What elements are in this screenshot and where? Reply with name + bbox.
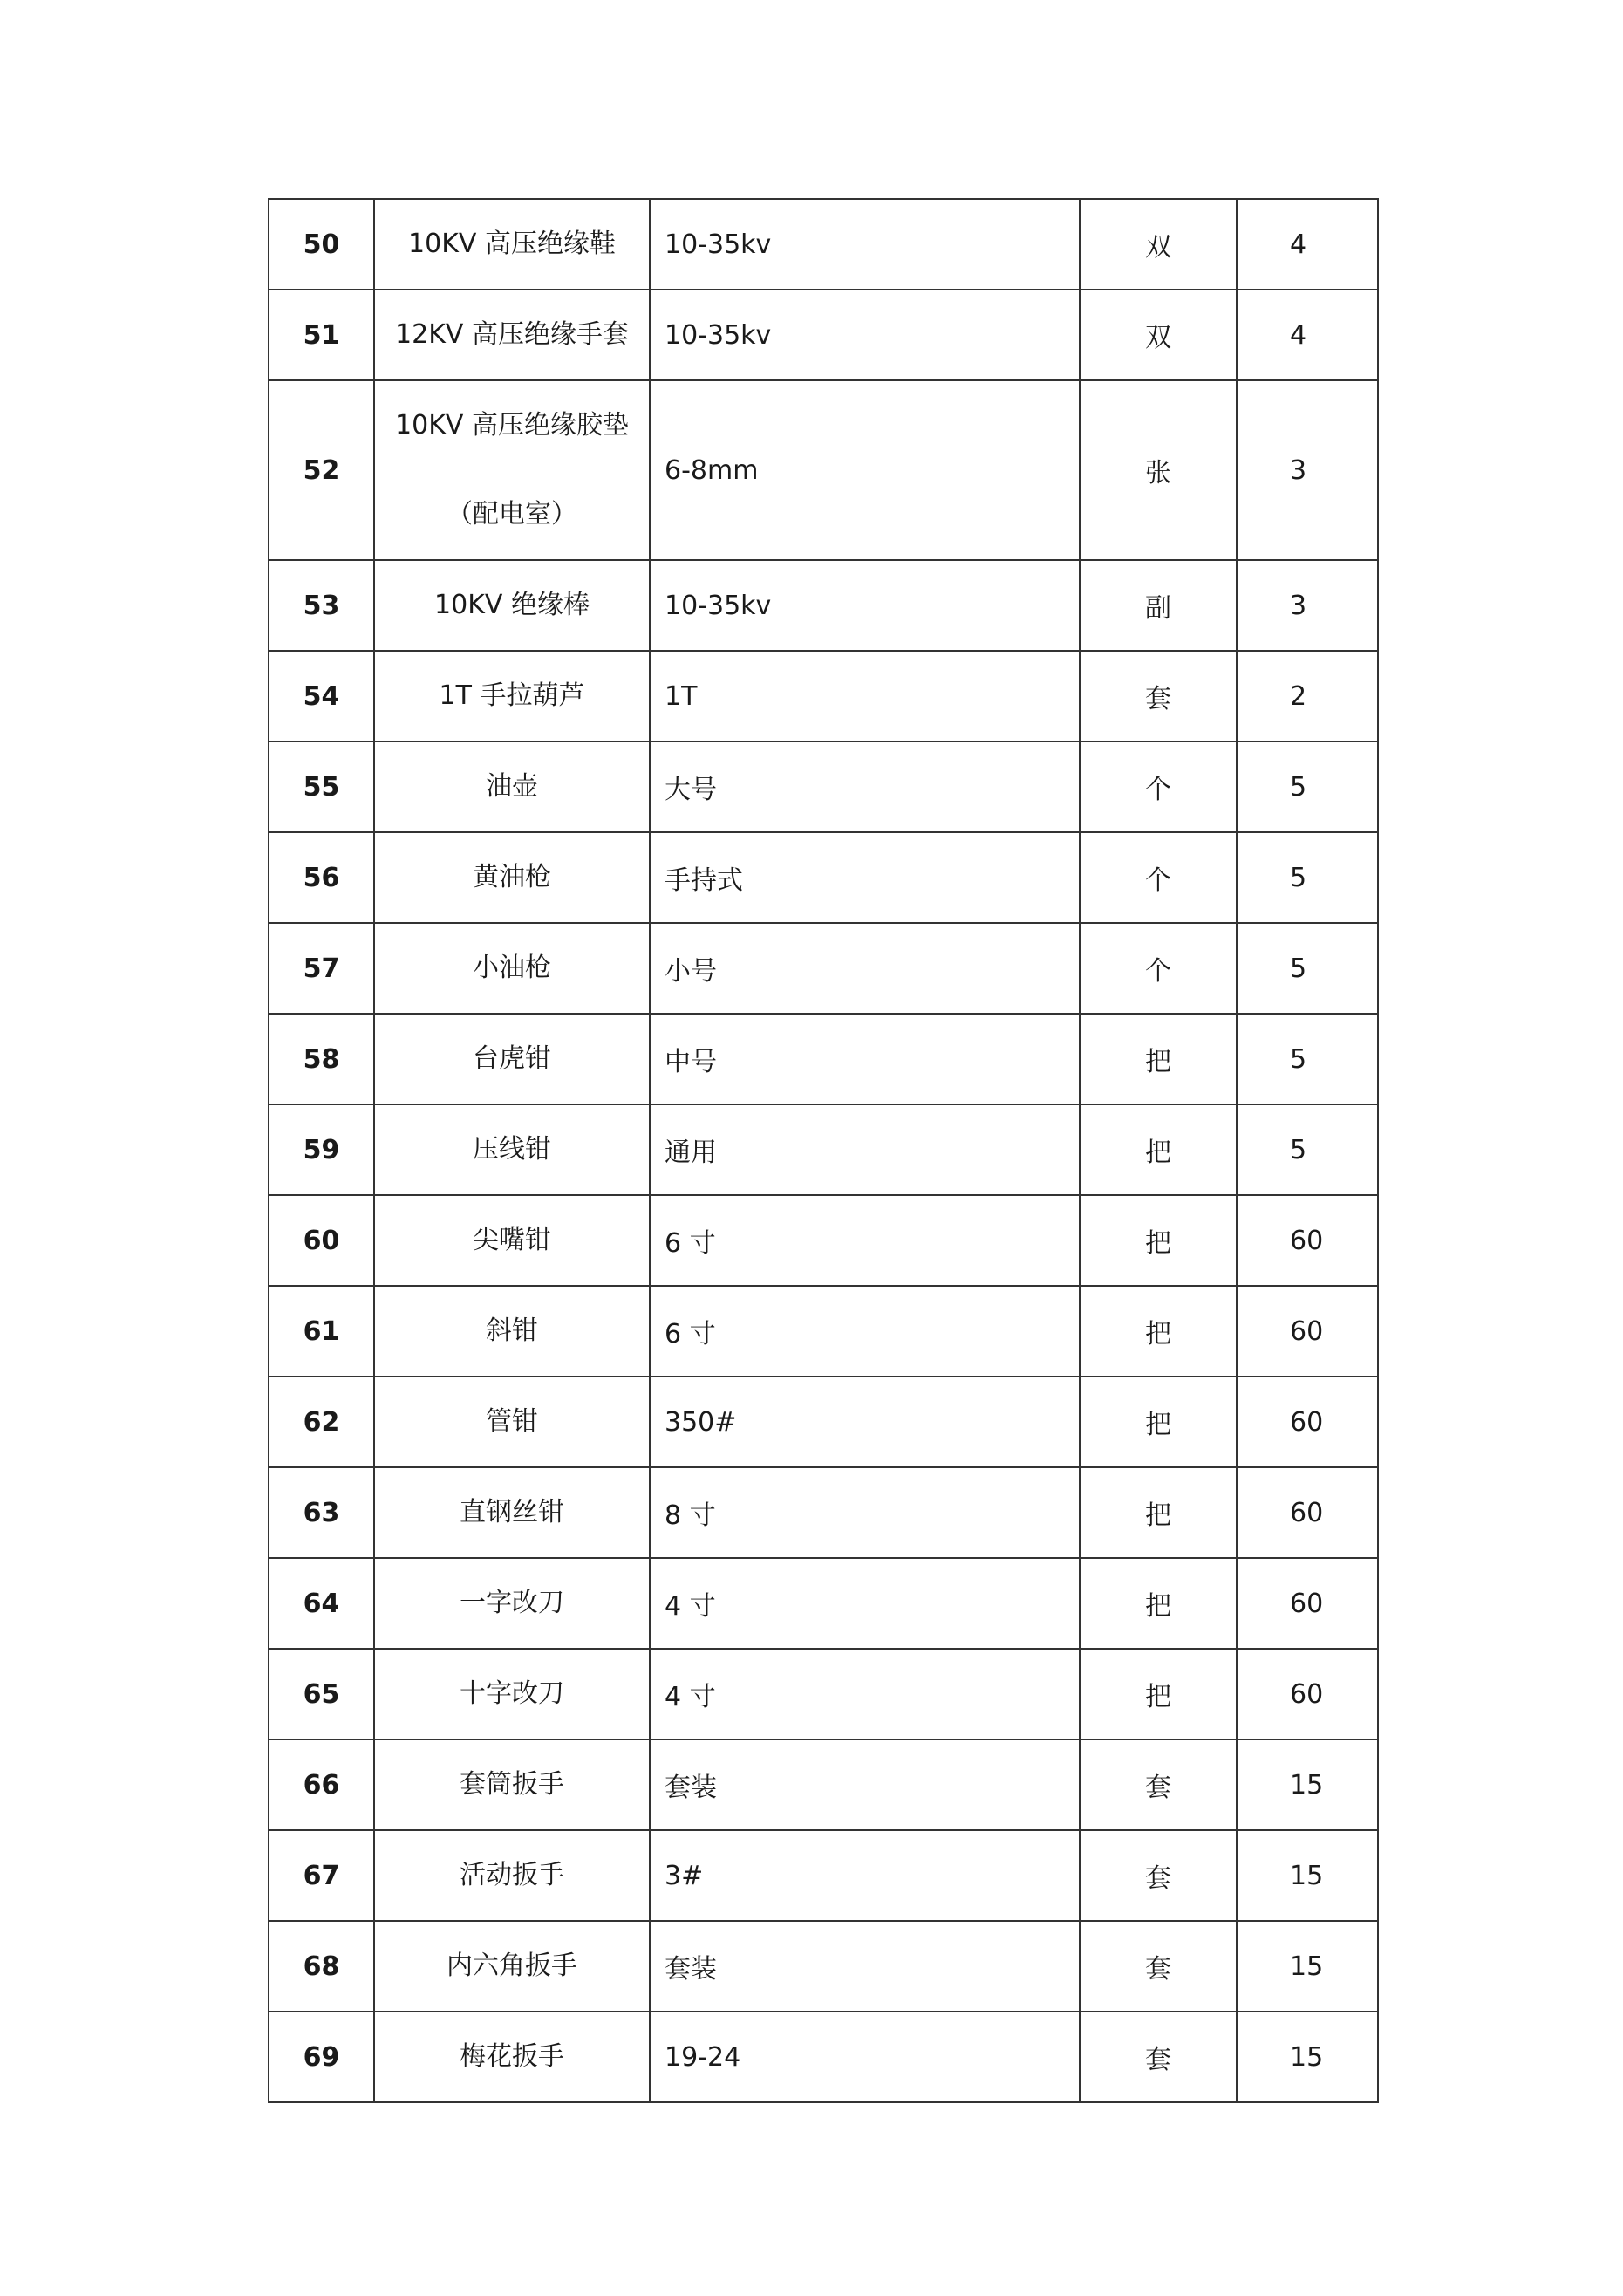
table-row: [269, 1014, 1378, 1104]
spec-cell: 4 寸: [650, 1649, 1080, 1739]
quantity-cell: 5: [1237, 1014, 1378, 1104]
spec-cell: 350#: [650, 1377, 1080, 1467]
item-name-line: 10KV 高压绝缘鞋: [408, 229, 616, 259]
unit-cell: 套: [1080, 651, 1237, 741]
item-name-cell: [374, 1195, 650, 1286]
row-number-cell: 50: [269, 199, 374, 290]
item-name-cell: [374, 741, 650, 832]
spec-cell: 10-35kv: [650, 290, 1080, 380]
row-number-cell: 63: [269, 1467, 374, 1558]
unit-cell: 套: [1080, 1921, 1237, 2012]
row-number-cell: 58: [269, 1014, 374, 1104]
spec-cell: 6-8mm: [650, 380, 1080, 560]
spec-cell: 10-35kv: [650, 199, 1080, 290]
table-row: [269, 1104, 1378, 1195]
unit-cell: 套: [1080, 2012, 1237, 2102]
spec-cell: 套装: [650, 1739, 1080, 1830]
unit-cell: 把: [1080, 1558, 1237, 1649]
unit-cell: 个: [1080, 923, 1237, 1014]
spec-cell: 4 寸: [650, 1558, 1080, 1649]
spec-cell: 小号: [650, 923, 1080, 1014]
spec-cell: 6 寸: [650, 1195, 1080, 1286]
item-name-line: 黄油枪: [473, 862, 551, 892]
spec-cell: 套装: [650, 1921, 1080, 2012]
table-row: [269, 1195, 1378, 1286]
table-row: [269, 1558, 1378, 1649]
row-number-cell: 68: [269, 1921, 374, 2012]
item-name-cell: [374, 1286, 650, 1377]
spec-cell: 大号: [650, 741, 1080, 832]
spec-cell: 8 寸: [650, 1467, 1080, 1558]
item-name-line: 小油枪: [473, 953, 551, 983]
row-number-cell: 53: [269, 560, 374, 651]
unit-cell: 双: [1080, 199, 1237, 290]
item-name-cell: [374, 651, 650, 741]
table-row: [269, 2012, 1378, 2102]
quantity-cell: 60: [1237, 1377, 1378, 1467]
unit-cell: 把: [1080, 1104, 1237, 1195]
row-number-cell: 60: [269, 1195, 374, 1286]
quantity-cell: 5: [1237, 1104, 1378, 1195]
item-name-line: 管钳: [486, 1406, 538, 1437]
item-name-cell: [374, 2012, 650, 2102]
row-number-cell: 55: [269, 741, 374, 832]
table-row: [269, 290, 1378, 380]
unit-cell: 双: [1080, 290, 1237, 380]
item-name-cell: [374, 1921, 650, 2012]
item-name-line: 梅花扳手: [460, 2041, 564, 2072]
row-number-cell: 67: [269, 1830, 374, 1921]
row-number-cell: 52: [269, 380, 374, 560]
item-name-cell: [374, 199, 650, 290]
quantity-cell: 15: [1237, 1921, 1378, 2012]
table-row: [269, 832, 1378, 923]
item-name-line: 10KV 高压绝缘胶垫: [395, 410, 629, 441]
row-number-cell: 64: [269, 1558, 374, 1649]
item-name-line-2: （配电室）: [447, 499, 577, 530]
unit-cell: 把: [1080, 1286, 1237, 1377]
unit-cell: 个: [1080, 832, 1237, 923]
item-name-line: 套筒扳手: [460, 1769, 564, 1800]
quantity-cell: 3: [1237, 560, 1378, 651]
item-name-line: 内六角扳手: [447, 1951, 577, 1981]
table-row: [269, 1649, 1378, 1739]
item-name-line: 活动扳手: [460, 1860, 564, 1890]
spec-cell: 3#: [650, 1830, 1080, 1921]
item-name-cell: [374, 1377, 650, 1467]
item-name-line: 斜钳: [486, 1315, 538, 1346]
unit-cell: 把: [1080, 1377, 1237, 1467]
item-name-line: 10KV 绝缘棒: [434, 590, 590, 620]
spec-cell: 19-24: [650, 2012, 1080, 2102]
row-number-cell: 51: [269, 290, 374, 380]
item-name-line: 尖嘴钳: [473, 1225, 551, 1255]
row-number-cell: 54: [269, 651, 374, 741]
quantity-cell: 60: [1237, 1286, 1378, 1377]
spec-cell: 手持式: [650, 832, 1080, 923]
item-name-line: 油壶: [486, 771, 538, 802]
quantity-cell: 4: [1237, 290, 1378, 380]
quantity-cell: 5: [1237, 741, 1378, 832]
table-row: [269, 923, 1378, 1014]
item-name-cell: [374, 380, 650, 560]
quantity-cell: 5: [1237, 923, 1378, 1014]
quantity-cell: 60: [1237, 1467, 1378, 1558]
spec-cell: 1T: [650, 651, 1080, 741]
equipment-table: [268, 198, 1379, 2103]
item-name-line: 台虎钳: [473, 1043, 551, 1074]
table-body: [269, 199, 1378, 2102]
table-row: [269, 199, 1378, 290]
row-number-cell: 69: [269, 2012, 374, 2102]
item-name-line: 一字改刀: [460, 1588, 564, 1618]
row-number-cell: 59: [269, 1104, 374, 1195]
quantity-cell: 60: [1237, 1195, 1378, 1286]
quantity-cell: 4: [1237, 199, 1378, 290]
unit-cell: 把: [1080, 1195, 1237, 1286]
item-name-cell: [374, 1467, 650, 1558]
quantity-cell: 15: [1237, 1830, 1378, 1921]
item-name-cell: [374, 560, 650, 651]
item-name-line: 直钢丝钳: [460, 1497, 564, 1527]
quantity-cell: 60: [1237, 1649, 1378, 1739]
table-row: [269, 741, 1378, 832]
row-number-cell: 66: [269, 1739, 374, 1830]
item-name-cell: [374, 1104, 650, 1195]
quantity-cell: 3: [1237, 380, 1378, 560]
item-name-cell: [374, 1014, 650, 1104]
unit-cell: 张: [1080, 380, 1237, 560]
row-number-cell: 65: [269, 1649, 374, 1739]
quantity-cell: 15: [1237, 1739, 1378, 1830]
item-name-cell: [374, 290, 650, 380]
spec-cell: 6 寸: [650, 1286, 1080, 1377]
table-row: [269, 1377, 1378, 1467]
row-number-cell: 62: [269, 1377, 374, 1467]
row-number-cell: 56: [269, 832, 374, 923]
quantity-cell: 5: [1237, 832, 1378, 923]
unit-cell: 把: [1080, 1014, 1237, 1104]
unit-cell: 套: [1080, 1739, 1237, 1830]
unit-cell: 个: [1080, 741, 1237, 832]
quantity-cell: 2: [1237, 651, 1378, 741]
quantity-cell: 15: [1237, 2012, 1378, 2102]
item-name-cell: [374, 1649, 650, 1739]
item-name-cell: [374, 1830, 650, 1921]
item-name-line: 十字改刀: [460, 1678, 564, 1709]
item-name-line: 1T 手拉葫芦: [439, 680, 585, 711]
spec-cell: 通用: [650, 1104, 1080, 1195]
table-row: [269, 651, 1378, 741]
table-row: [269, 1286, 1378, 1377]
table-row: [269, 1921, 1378, 2012]
unit-cell: 把: [1080, 1649, 1237, 1739]
row-number-cell: 57: [269, 923, 374, 1014]
item-name-cell: [374, 1739, 650, 1830]
row-number-cell: 61: [269, 1286, 374, 1377]
item-name-line: 12KV 高压绝缘手套: [395, 319, 629, 350]
item-name-cell: [374, 1558, 650, 1649]
item-name-cell: [374, 832, 650, 923]
unit-cell: 副: [1080, 560, 1237, 651]
spec-cell: 10-35kv: [650, 560, 1080, 651]
unit-cell: 套: [1080, 1830, 1237, 1921]
unit-cell: 把: [1080, 1467, 1237, 1558]
item-name-cell: [374, 923, 650, 1014]
table-row: [269, 1467, 1378, 1558]
table-row: [269, 1830, 1378, 1921]
table-row: [269, 560, 1378, 651]
table-row: [269, 1739, 1378, 1830]
item-name-line: 压线钳: [473, 1134, 551, 1165]
spec-cell: 中号: [650, 1014, 1080, 1104]
quantity-cell: 60: [1237, 1558, 1378, 1649]
table-row: [269, 380, 1378, 560]
